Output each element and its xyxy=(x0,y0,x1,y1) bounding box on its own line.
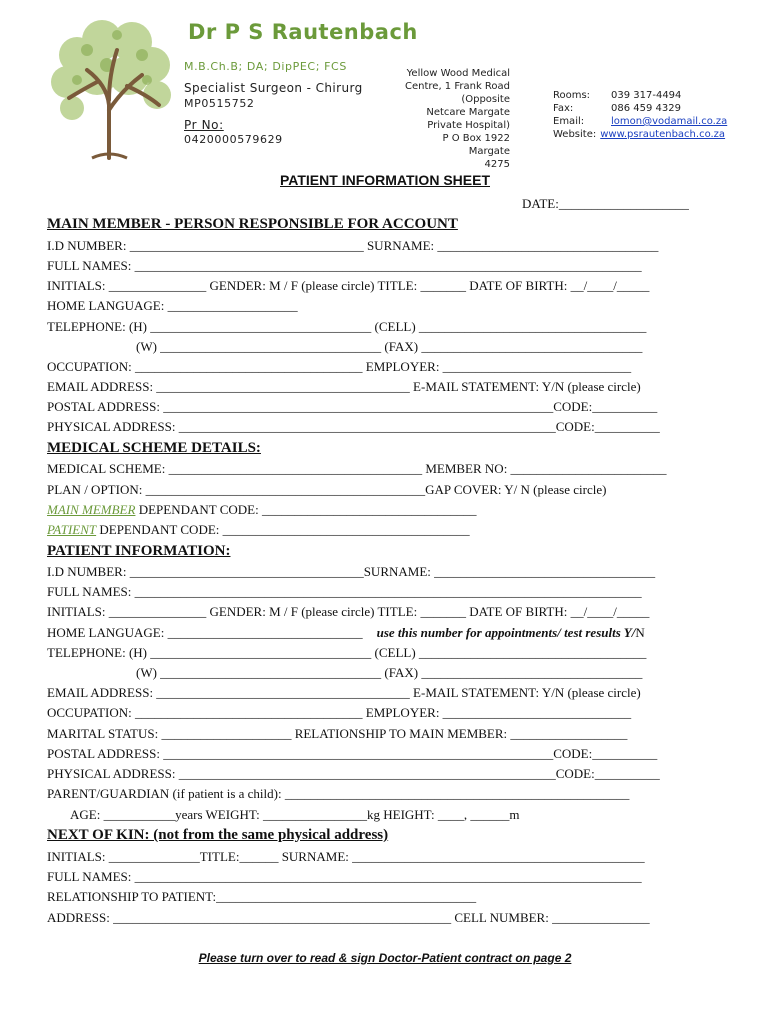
mm-initials-line[interactable]: INITIALS: _______________ GENDER: M / F (please circle) TITLE: _______ DATE OF BIRTH: __/____/_____ xyxy=(47,278,650,293)
scheme-line[interactable]: MEDICAL SCHEME: _______________________________________ MEMBER NO: ________________________ xyxy=(47,461,667,476)
patient-dependant-line[interactable] xyxy=(47,522,470,538)
nok-initials-line[interactable]: INITIALS: ______________TITLE:______ SURNAME: _____________________________________________ xyxy=(47,849,645,864)
practice-address xyxy=(370,67,510,171)
patient-heading: PATIENT INFORMATION: xyxy=(47,543,231,559)
website-link[interactable]: www.psrautenbach.co.za xyxy=(600,129,726,140)
pt-fullnames-line[interactable]: FULL NAMES: ______________________________________________________________________________ xyxy=(47,584,642,599)
patient-dependant-rest: DEPENDANT CODE: ______________________________________ xyxy=(96,522,470,537)
email-link[interactable]: lomon@vodamail.co.za xyxy=(611,116,728,127)
address-line: Centre, 1 Frank Road xyxy=(405,81,510,92)
address-line: Yellow Wood Medical xyxy=(406,68,510,79)
mm-telephone-line[interactable]: TELEPHONE: (H) __________________________________ (CELL) ___________________________________ xyxy=(47,319,647,334)
pt-language-line[interactable] xyxy=(47,625,645,641)
pt-work-line[interactable]: (W) __________________________________ (FAX) __________________________________ xyxy=(136,665,643,680)
pt-age-line[interactable]: AGE: ___________years WEIGHT: ________________kg HEIGHT: ____, ______m xyxy=(70,807,520,822)
tree-logo-icon xyxy=(47,20,175,162)
mm-physical-line[interactable]: PHYSICAL ADDRESS: __________________________________________________________CODE:__________ xyxy=(47,419,660,434)
nok-address-line[interactable]: ADDRESS: ____________________________________________________ CELL NUMBER: _______________ xyxy=(47,910,650,925)
mp-number: MP0515752 xyxy=(184,97,255,110)
pt-occupation-line[interactable]: OCCUPATION: ___________________________________ EMPLOYER: _____________________________ xyxy=(47,705,632,720)
address-line: 4275 xyxy=(484,159,510,170)
appointments-note: use this number for appointments/ test results Y/ xyxy=(376,625,636,640)
website-label: Website: xyxy=(553,129,597,140)
rooms-value: 039 317-4494 xyxy=(611,90,682,101)
footer-note: Please turn over to read & sign Doctor-Patient contract on page 2 xyxy=(198,951,572,965)
main-member-dependant-line[interactable] xyxy=(47,502,476,518)
pt-telephone-line[interactable]: TELEPHONE: (H) __________________________________ (CELL) ___________________________________ xyxy=(47,645,647,660)
email-label: Email: xyxy=(553,116,585,127)
mm-work-line[interactable]: (W) __________________________________ (FAX) __________________________________ xyxy=(136,339,643,354)
pt-id-line[interactable]: I.D NUMBER: ____________________________________SURNAME: __________________________________ xyxy=(47,564,656,579)
date-field[interactable]: DATE:____________________ xyxy=(522,196,689,211)
rooms-label: Rooms: xyxy=(553,90,591,101)
address-line: P O Box 1922 xyxy=(442,133,510,144)
pr-label: Pr No: xyxy=(184,118,224,132)
plan-line[interactable]: PLAN / OPTION: ___________________________________________GAP COVER: Y/ N (please circle) xyxy=(47,482,607,497)
pt-guardian-line[interactable]: PARENT/GUARDIAN (if patient is a child): _____________________________________________________ xyxy=(47,786,630,801)
mm-id-line[interactable]: I.D NUMBER: ____________________________________ SURNAME: __________________________________ xyxy=(47,238,659,253)
main-member-dependant-rest: DEPENDANT CODE: _________________________________ xyxy=(135,502,477,517)
next-of-kin-heading: NEXT OF KIN: (not from the same physical address) xyxy=(47,827,389,843)
fax-label: Fax: xyxy=(553,103,574,114)
main-member-heading: MAIN MEMBER - PERSON RESPONSIBLE FOR ACCOUNT xyxy=(47,216,458,232)
address-line: Margate xyxy=(468,146,510,157)
main-member-label: MAIN MEMBER xyxy=(47,502,136,517)
pt-email-line[interactable]: EMAIL ADDRESS: _______________________________________ E-MAIL STATEMENT: Y/N (please circle) xyxy=(47,685,641,700)
medical-scheme-heading: MEDICAL SCHEME DETAILS: xyxy=(47,440,261,456)
address-line: Private Hospital) xyxy=(427,120,510,131)
doctor-name: Dr P S Rautenbach xyxy=(188,20,418,44)
qualifications: M.B.Ch.B; DA; DipPEC; FCS xyxy=(184,60,347,73)
pt-postal-line[interactable]: POSTAL ADDRESS: ____________________________________________________________CODE:__________ xyxy=(47,746,658,761)
address-line: Netcare Margate xyxy=(426,107,510,118)
mm-fullnames-line[interactable]: FULL NAMES: ______________________________________________________________________________ xyxy=(47,258,642,273)
specialty: Specialist Surgeon - Chirurg xyxy=(184,81,363,95)
pt-language-field: HOME LANGUAGE: ______________________________ xyxy=(47,625,363,640)
fax-value: 086 459 4329 xyxy=(611,103,681,114)
nok-fullnames-line[interactable]: FULL NAMES: ______________________________________________________________________________ xyxy=(47,869,642,884)
pt-marital-line[interactable]: MARITAL STATUS: ____________________ RELATIONSHIP TO MAIN MEMBER: __________________ xyxy=(47,726,628,741)
contact-block xyxy=(553,89,727,141)
nok-relationship-line[interactable]: RELATIONSHIP TO PATIENT:________________________________________ xyxy=(47,889,477,904)
patient-label: PATIENT xyxy=(47,522,97,537)
address-line: (Opposite xyxy=(461,94,510,105)
mm-postal-line[interactable]: POSTAL ADDRESS: ____________________________________________________________CODE:__________ xyxy=(47,399,658,414)
pt-initials-line[interactable]: INITIALS: _______________ GENDER: M / F (please circle) TITLE: _______ DATE OF BIRTH: __/____/_____ xyxy=(47,604,650,619)
pt-physical-line[interactable]: PHYSICAL ADDRESS: __________________________________________________________CODE:__________ xyxy=(47,766,660,781)
appointments-n: N xyxy=(635,625,645,640)
pr-value: 0420000579629 xyxy=(184,133,283,146)
sheet-title: PATIENT INFORMATION SHEET xyxy=(280,172,490,188)
mm-occupation-line[interactable]: OCCUPATION: ___________________________________ EMPLOYER: _____________________________ xyxy=(47,359,632,374)
mm-email-line[interactable]: EMAIL ADDRESS: _______________________________________ E-MAIL STATEMENT: Y/N (please circle) xyxy=(47,379,641,394)
mm-language-line[interactable]: HOME LANGUAGE: ____________________ xyxy=(47,298,298,313)
